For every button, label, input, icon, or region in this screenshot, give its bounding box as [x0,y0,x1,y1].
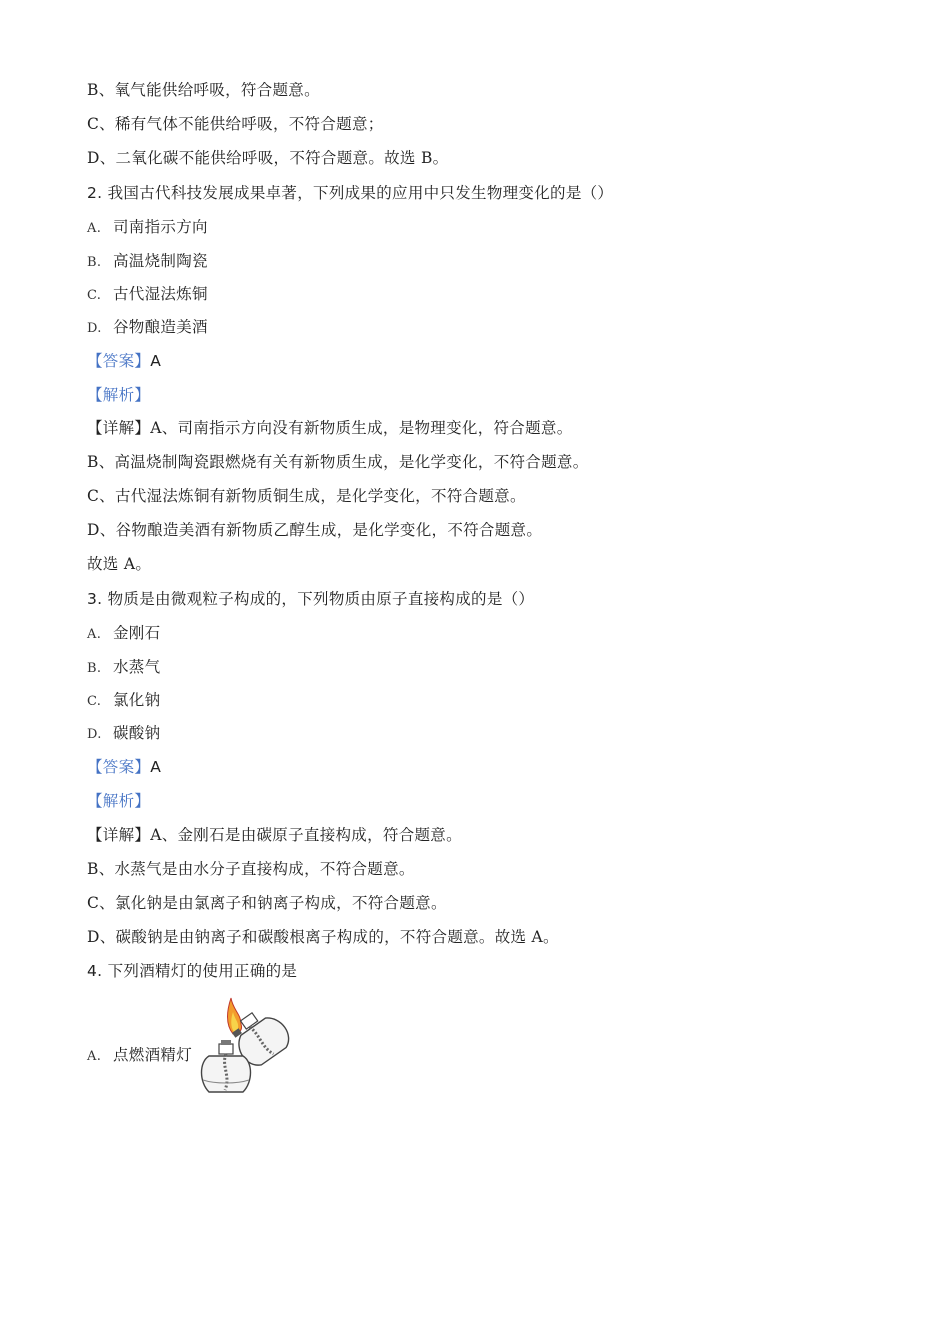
q3-number: 3. [87,590,103,608]
q2-stem: 我国古代科技发展成果卓著，下列成果的应用中只发生物理变化的是（） [107,184,614,202]
q3-option-a [87,623,160,645]
q2-analysis-tag: 【解析】 [87,386,151,404]
q3-detail-line-1 [87,825,462,845]
q3-stem: 物质是由微观粒子构成的，下列物质由原子直接构成的是（） [107,590,535,608]
option-letter: C. [87,694,102,709]
option-text: 司南指示方向 [113,218,208,236]
answer-tag: 【答案】 [87,352,151,370]
option-letter: C. [87,288,102,303]
q2-conclusion: 故选 A。 [87,555,152,573]
option-letter: B. [87,661,102,676]
q1-option-b-explanation: B、氧气能供给呼吸，符合题意。 [87,81,320,99]
q4-stem: 下列酒精灯的使用正确的是 [107,962,298,980]
q3-detail-line-3: C、氯化钠是由氯离子和钠离子构成，不符合题意。 [87,894,447,912]
option-text: 高温烧制陶瓷 [113,252,208,270]
option-text: 水蒸气 [113,658,161,676]
option-letter: D. [87,727,102,742]
option-text: 碳酸钠 [113,724,161,742]
alcohol-lamp-lighting-illustration [195,992,295,1098]
q3-answer: A [150,758,162,776]
q2-option-b [87,251,208,273]
q3-option-b [87,657,160,679]
detail-text: A、司南指示方向没有新物质生成，是物理变化，符合题意。 [150,419,573,437]
q2-option-c [87,284,208,306]
answer-tag: 【答案】 [87,758,151,776]
q3-stem-line [87,589,534,609]
option-letter: A. [87,1049,102,1064]
q2-detail-line-4: D、谷物酿造美酒有新物质乙醇生成，是化学变化，不符合题意。 [87,521,543,539]
q3-option-c [87,690,160,712]
option-text: 古代湿法炼铜 [113,285,208,303]
option-letter: B. [87,255,102,270]
q2-answer-line [87,351,161,371]
detail-tag: 【详解】 [87,826,151,844]
q2-detail-line-3: C、古代湿法炼铜有新物质铜生成，是化学变化，不符合题意。 [87,487,526,505]
q2-option-a [87,217,208,239]
q3-answer-line [87,757,161,777]
option-text: 点燃酒精灯 [113,1046,193,1064]
option-letter: A. [87,221,102,236]
q2-detail-line-1 [87,418,573,438]
option-text: 金刚石 [113,624,161,642]
q2-number: 2. [87,184,103,202]
q4-stem-line [87,961,297,981]
option-text: 氯化钠 [113,691,161,709]
detail-text: A、金刚石是由碳原子直接构成，符合题意。 [150,826,462,844]
option-text: 谷物酿造美酒 [113,318,208,336]
detail-tag: 【详解】 [87,419,151,437]
q3-detail-line-2: B、水蒸气是由水分子直接构成，不符合题意。 [87,860,415,878]
q1-option-c-explanation: C、稀有气体不能供给呼吸，不符合题意； [87,115,384,133]
q3-analysis-tag: 【解析】 [87,792,151,810]
q2-option-d [87,317,208,339]
q3-detail-line-4: D、碳酸钠是由钠离子和碳酸根离子构成的，不符合题意。故选 A。 [87,928,559,946]
option-letter: D. [87,321,102,336]
q2-detail-line-2: B、高温烧制陶瓷跟燃烧有关有新物质生成，是化学变化，不符合题意。 [87,453,589,471]
q2-answer: A [150,352,162,370]
q4-option-a [87,1045,192,1067]
q3-option-d [87,723,160,745]
q2-stem-line [87,183,613,203]
option-letter: A. [87,627,102,642]
q1-option-d-explanation: D、二氧化碳不能供给呼吸，不符合题意。故选 B。 [87,149,449,167]
q4-number: 4. [87,962,103,980]
